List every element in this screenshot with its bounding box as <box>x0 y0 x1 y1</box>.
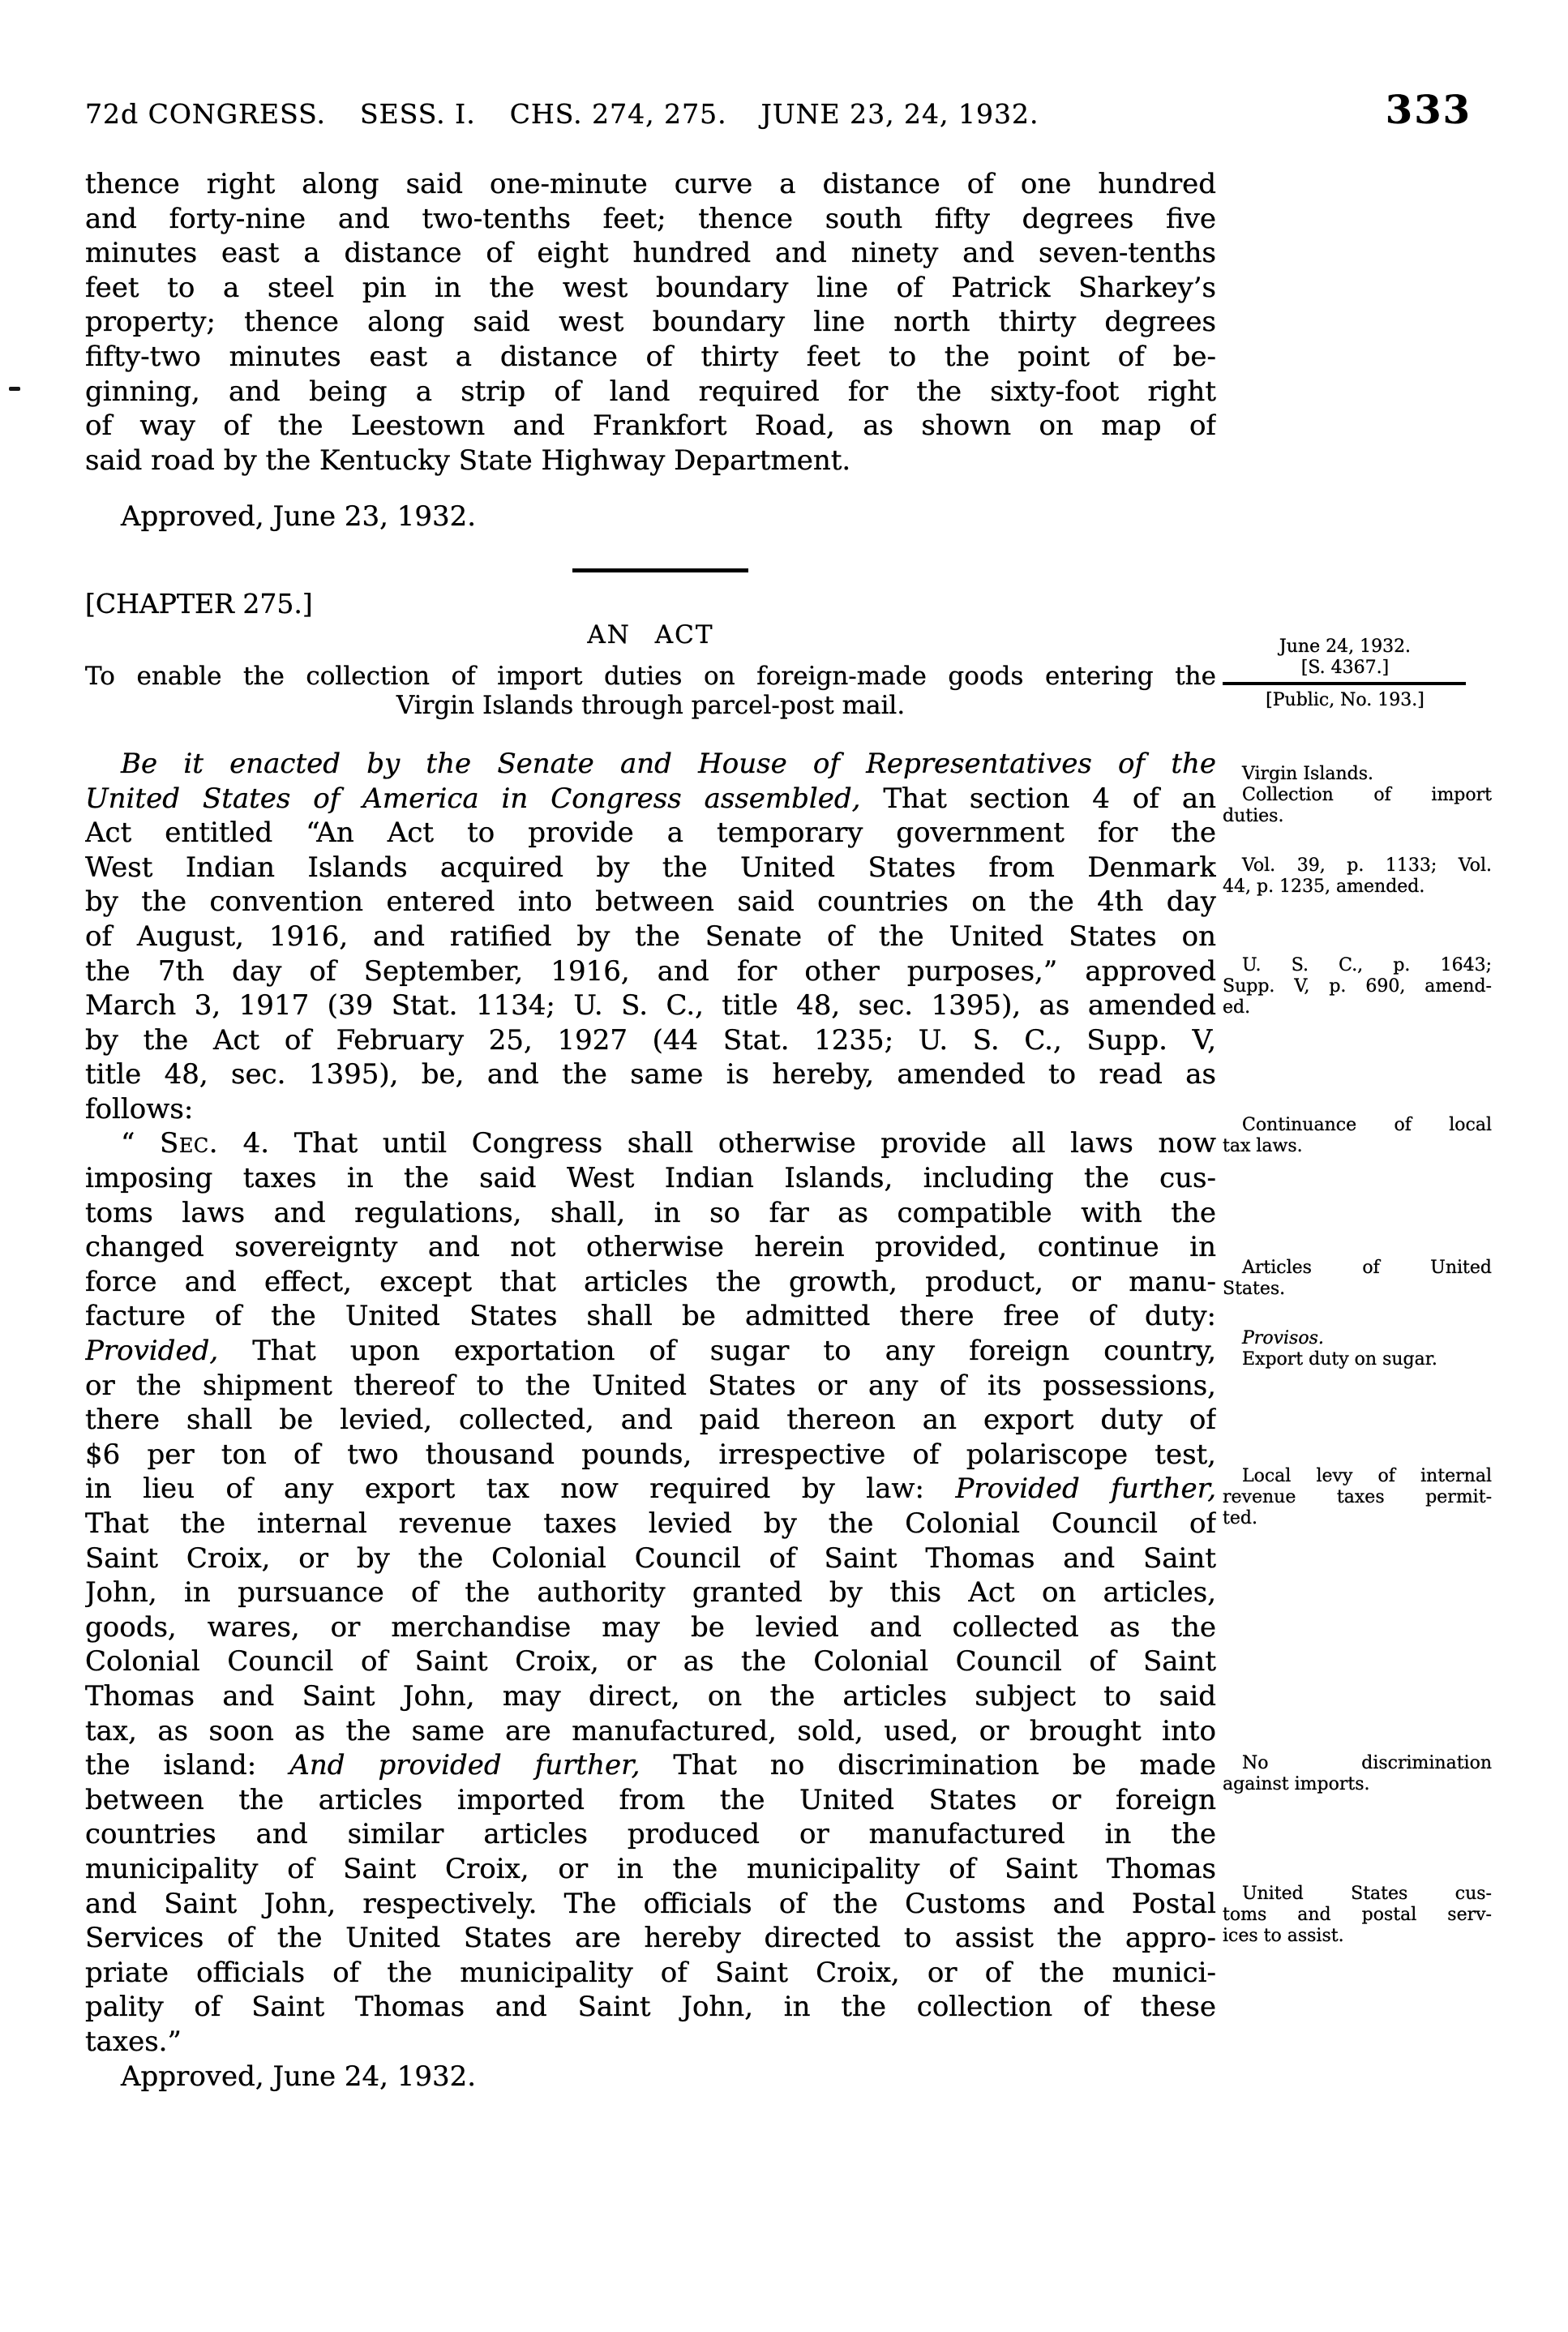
italic-text-run: And provided further, <box>289 1749 640 1782</box>
text-line <box>85 1472 1216 1507</box>
sidenote-virgin-islands <box>1223 764 1492 827</box>
text-line <box>85 409 1216 444</box>
text-run: $6 per ton of two thousand pounds, irrespective of polariscope test, <box>85 1438 1216 1471</box>
text-line <box>85 747 1216 782</box>
sidenote-paragraph <box>1223 1328 1492 1349</box>
text-line <box>1223 806 1492 827</box>
text-run: Act entitled “An Act to provide a temporary government for the <box>85 817 1216 850</box>
text-run: goods, wares, or merchandise may be levied and collected as the <box>85 1610 1216 1644</box>
text-run: duties. <box>1223 806 1284 826</box>
text-run: against imports. <box>1223 1774 1370 1794</box>
sidenote-us-customs <box>1223 1884 1492 1947</box>
text-line <box>85 988 1216 1023</box>
sidenote-paragraph <box>1223 1884 1492 1947</box>
sidenote-paragraph <box>1223 855 1492 898</box>
text-run: To enable the collection of import duties on foreign-made goods entering the <box>85 661 1216 691</box>
text-line <box>85 1956 1216 1991</box>
text-line <box>1223 877 1492 898</box>
text-run: title 48, sec. 1395), be, and the same is hereby, amended to read as <box>85 1058 1216 1091</box>
text-line <box>1223 976 1492 997</box>
text-run: Local levy of internal <box>1242 1466 1492 1486</box>
text-run: tax, as soon as the same are manufactured, sold, used, or brought into <box>85 1714 1216 1747</box>
sidenote-articles <box>1223 1258 1492 1300</box>
italic-text-run: Be it enacted by the Senate and House of Representatives of the <box>121 747 1216 780</box>
text-run: Virgin Islands. <box>1242 764 1374 784</box>
text-run: “ <box>121 1127 161 1160</box>
page-number: 333 <box>1385 88 1472 133</box>
text-line <box>85 1369 1216 1404</box>
sidenote-paragraph <box>1223 1466 1492 1529</box>
text-run: changed sovereignty and not otherwise herein provided, continue in <box>85 1231 1216 1264</box>
text-run: toms and postal serv- <box>1223 1905 1492 1925</box>
text-line <box>85 1023 1216 1058</box>
text-line <box>85 920 1216 954</box>
small-caps-text-run: Sec. <box>160 1127 219 1160</box>
text-line <box>1223 1349 1492 1370</box>
text-run: John, in pursuance of the authority granted by this Act on articles, <box>85 1576 1216 1610</box>
header-session: SESS. I. <box>360 98 476 130</box>
text-line <box>1223 1466 1492 1487</box>
sidenote-paragraph <box>1223 955 1492 1018</box>
chapter-275-label: [CHAPTER 275.] <box>85 587 313 619</box>
text-run: ed. <box>1223 997 1251 1018</box>
text-run: between the articles imported from the United States or foreign <box>85 1783 1216 1816</box>
text-run: countries and similar articles produced or manufactured in the <box>85 1818 1216 1851</box>
text-run: tax laws. <box>1223 1136 1303 1156</box>
text-line <box>1223 764 1492 785</box>
sidenote-provisos <box>1223 1328 1492 1370</box>
text-run: Colonial Council of Saint Croix, or as the Colonial Council of Saint <box>85 1645 1216 1678</box>
act-title <box>85 662 1216 720</box>
text-run: said road by the Kentucky State Highway Department. <box>85 444 851 477</box>
text-run: Virgin Islands through parcel-post mail. <box>396 690 906 720</box>
text-line <box>85 816 1216 851</box>
text-line <box>85 2060 1216 2094</box>
chapter-274-approval-line <box>85 499 1216 534</box>
sidenote-bill-date: June 24, 1932. <box>1279 637 1412 657</box>
text-run: Saint Croix, or by the Colonial Council of Saint Thomas and Saint <box>85 1541 1216 1575</box>
text-line <box>85 851 1216 885</box>
text-run: follows: <box>85 1092 194 1125</box>
text-run: That section 4 of an <box>860 782 1216 815</box>
text-line <box>85 167 1216 202</box>
text-run: ginning, and being a strip of land required for the sixty-foot right <box>85 375 1216 408</box>
text-line <box>85 1541 1216 1576</box>
text-run: States. <box>1223 1279 1286 1299</box>
text-line <box>1223 785 1492 806</box>
italic-text-run: Provided, <box>85 1335 219 1368</box>
text-line <box>85 1507 1216 1541</box>
text-line <box>85 1092 1216 1127</box>
text-line <box>85 1887 1216 1922</box>
text-line <box>85 2025 1216 2060</box>
print-artifact <box>9 387 20 391</box>
text-line <box>1223 1136 1492 1157</box>
sidenote-local-levy <box>1223 1466 1492 1529</box>
text-line <box>85 1438 1216 1473</box>
text-run: of August, 1916, and ratified by the Senate of the United States on <box>85 920 1216 953</box>
text-run: West Indian Islands acquired by the United States from Denmark <box>85 851 1216 884</box>
sidenote-paragraph <box>1223 1258 1492 1300</box>
text-line <box>85 1714 1216 1749</box>
text-run: force and effect, except that articles the growth, product, or manu- <box>85 1265 1216 1298</box>
text-run: Articles of United <box>1242 1258 1492 1278</box>
text-line <box>85 444 1216 478</box>
text-run: 4. That until Congress shall otherwise provide all laws now <box>218 1127 1216 1160</box>
text-line <box>1223 1279 1492 1300</box>
text-line <box>85 782 1216 817</box>
text-run: facture of the United States shall be admitted there free of duty: <box>85 1300 1216 1333</box>
text-line <box>1223 1258 1492 1279</box>
text-line <box>85 1196 1216 1231</box>
text-run: Supp. V, p. 690, amend- <box>1223 976 1492 997</box>
sidenote-paragraph <box>1223 1753 1492 1795</box>
italic-text-run: Provided further, <box>955 1473 1216 1506</box>
text-line <box>85 954 1216 989</box>
sidenote-public-number: [Public, No. 193.] <box>1266 690 1424 710</box>
text-run: United States cus- <box>1242 1884 1492 1904</box>
text-line <box>1223 997 1492 1018</box>
text-run: ices to assist. <box>1223 1926 1344 1946</box>
text-line <box>1223 1774 1492 1795</box>
text-run: No discrimination <box>1242 1753 1492 1773</box>
text-run: revenue taxes permit- <box>1223 1487 1492 1507</box>
italic-text-run: United States of America in Congress assembled, <box>85 782 861 815</box>
text-run: thence right along said one-minute curve a distance of one hundred <box>85 168 1216 200</box>
text-run: there shall be levied, collected, and paid thereon an export duty of <box>85 1404 1216 1437</box>
text-line <box>85 1783 1216 1818</box>
sidenote-vol39-citation <box>1223 855 1492 898</box>
text-line <box>85 1299 1216 1334</box>
chapter-275-approval-line <box>85 2060 1216 2094</box>
text-run: That upon exportation of sugar to any foreign country, <box>218 1335 1216 1368</box>
text-line <box>85 1748 1216 1783</box>
text-line <box>1223 1508 1492 1529</box>
text-line <box>1223 1905 1492 1926</box>
sidenote-no-discrimination <box>1223 1753 1492 1795</box>
text-line <box>1223 855 1492 877</box>
sidenote-bill-info <box>1223 637 1467 711</box>
text-line <box>1223 1328 1492 1349</box>
section-4-paragraph <box>85 1126 1216 2059</box>
text-run: taxes.” <box>85 2025 182 2058</box>
text-line <box>85 1575 1216 1610</box>
text-run: the 7th day of September, 1916, and for other purposes,” approved <box>85 954 1216 988</box>
act-heading: AN ACT <box>587 619 714 649</box>
sidenote-continuance <box>1223 1115 1492 1157</box>
text-line <box>85 662 1216 691</box>
text-line <box>85 1334 1216 1369</box>
text-run: Approved, June 24, 1932. <box>121 2060 477 2093</box>
text-line <box>85 1161 1216 1196</box>
sidenote-paragraph <box>1223 1349 1492 1370</box>
text-line <box>1223 1926 1492 1947</box>
sidenote-paragraph <box>1223 1115 1492 1157</box>
header-chapters: CHS. 274, 275. <box>509 98 727 130</box>
text-line <box>85 885 1216 920</box>
text-line <box>85 1852 1216 1887</box>
text-run: feet to a steel pin in the west boundary line of Patrick Sharkey’s <box>85 271 1216 304</box>
text-run: Services of the United States are hereby directed to assist the appro- <box>85 1922 1216 1955</box>
text-line <box>85 340 1216 375</box>
text-run: Collection of import <box>1242 785 1492 805</box>
text-run: in lieu of any export tax now required by law: <box>85 1473 956 1506</box>
text-line <box>85 305 1216 340</box>
text-run: imposing taxes in the said West Indian Islands, including the cus- <box>85 1162 1216 1195</box>
text-line <box>1223 1753 1492 1774</box>
text-line <box>1223 1487 1492 1508</box>
text-run: municipality of Saint Croix, or in the municipality of Saint Thomas <box>85 1852 1216 1885</box>
main-text-column <box>85 0 1216 2094</box>
header-congress: 72d CONGRESS. <box>85 98 327 130</box>
text-run: and forty-nine and two-tenths feet; thence south fifty degrees five <box>85 202 1216 235</box>
chapter-274-closing-paragraph <box>85 167 1216 478</box>
text-run: ted. <box>1223 1508 1257 1528</box>
text-run: or the shipment thereof to the United States or any of its possessions, <box>85 1369 1216 1402</box>
text-run: by the convention entered into between said countries on the 4th day <box>85 885 1216 919</box>
sidenote-usc-citation <box>1223 955 1492 1018</box>
text-run: and Saint John, respectively. The officials of the Customs and Postal <box>85 1887 1216 1920</box>
text-run: the island: <box>85 1749 290 1782</box>
text-line <box>85 691 1216 720</box>
sidenote-paragraph <box>1223 785 1492 827</box>
text-line <box>85 1990 1216 2025</box>
text-run: U. S. C., p. 1643; <box>1242 955 1492 975</box>
text-line <box>85 1126 1216 1161</box>
text-line <box>85 1817 1216 1852</box>
sidenote-bill-number: [S. 4367.] <box>1300 658 1390 678</box>
text-run: priate officials of the municipality of Saint Croix, or of the munici- <box>85 1956 1216 1989</box>
text-line <box>1223 1115 1492 1136</box>
text-run: Approved, June 23, 1932. <box>121 500 477 534</box>
text-run: pality of Saint Thomas and Saint John, in the collection of these <box>85 1991 1216 2024</box>
text-run: Export duty on sugar. <box>1242 1349 1437 1370</box>
text-run: Continuance of local <box>1242 1115 1492 1135</box>
text-run: Vol. 39, p. 1133; Vol. <box>1242 855 1492 876</box>
text-line <box>85 236 1216 271</box>
text-line <box>85 202 1216 237</box>
text-run: That no discrimination be made <box>640 1749 1216 1782</box>
sidenote-rule <box>1223 682 1466 685</box>
text-line <box>1223 1884 1492 1905</box>
text-line <box>85 1265 1216 1300</box>
text-run: March 3, 1917 (39 Stat. 1134; U. S. C., title 48, sec. 1395), as amended <box>85 989 1216 1022</box>
text-line <box>85 375 1216 409</box>
text-run: property; thence along said west boundary line north thirty degrees <box>85 306 1216 339</box>
text-line <box>1223 955 1492 976</box>
text-run: 44, p. 1235, amended. <box>1223 877 1425 897</box>
sidenote-paragraph <box>1223 764 1492 785</box>
text-line <box>85 1057 1216 1092</box>
text-run: fifty-two minutes east a distance of thirty feet to the point of be- <box>85 340 1216 373</box>
header-date: JUNE 23, 24, 1932. <box>760 98 1039 130</box>
chapter-separator-rule <box>572 568 748 572</box>
text-run: toms laws and regulations, shall, in so far as compatible with the <box>85 1196 1216 1229</box>
text-line <box>85 499 1216 534</box>
text-line <box>85 1230 1216 1265</box>
text-line <box>85 271 1216 306</box>
text-run: That the internal revenue taxes levied by the Colonial Council of <box>85 1507 1216 1540</box>
text-line <box>85 1403 1216 1438</box>
text-run: Thomas and Saint John, may direct, on the articles subject to said <box>85 1679 1216 1713</box>
italic-text-run: Provisos. <box>1242 1328 1324 1348</box>
text-line <box>85 1610 1216 1645</box>
text-run: minutes east a distance of eight hundred and ninety and seven-tenths <box>85 237 1216 270</box>
text-run: of way of the Leestown and Frankfort Road, as shown on map of <box>85 409 1216 443</box>
enacting-clause-paragraph <box>85 747 1216 1127</box>
text-line <box>85 1644 1216 1679</box>
text-run: by the Act of February 25, 1927 (44 Stat. 1235; U. S. C., Supp. V, <box>85 1023 1216 1057</box>
text-line <box>85 1921 1216 1956</box>
text-line <box>85 1679 1216 1714</box>
